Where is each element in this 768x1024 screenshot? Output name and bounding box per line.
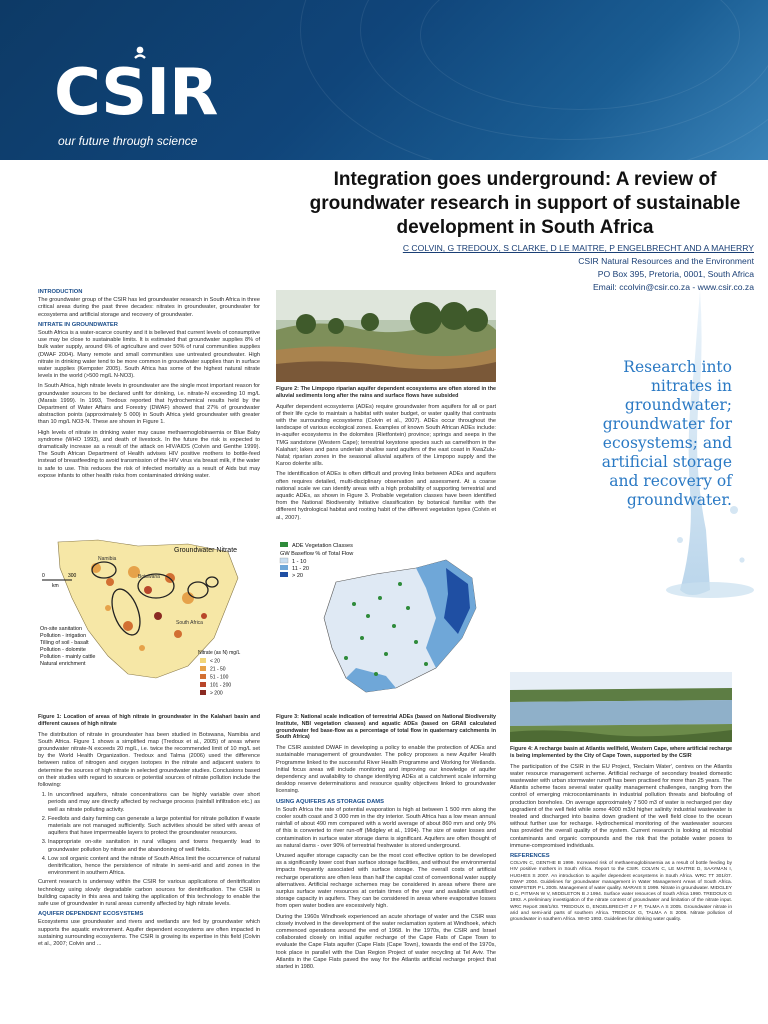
paragraph: In South Africa, high nitrate levels in groundwater are the single most important reason for groundwater sources to be declared unfit for drinking, i.e. nitrate-N exceeding 10 mg/L (Marais 1999). In 1993, Tredoux reported that hydrochemical results held by the Department of Water Affairs and Forestry (DWAF) showed that 27% of groundwater abstraction points (approximately 5 000) in South Africa yield groundwater with greater than 10 mg/L NO3-N. These are shown in Figure 1. [38,383,261,426]
author-block [403,242,754,294]
paragraph: Unused aquifer storage capacity can be the most cost effective option to be developed as a significantly lower cost than surface storage facilities, and without the environmental impacts frequently associated with surface storage. The overall costs of artificial recharge operations are often less than half the capital cost of conventional water supply alternatives. Artificial recharge schemes may be considered in areas where there are surplus surface water resources at certain times of the year and available unutilised storage capacity in aquifers. They can be considered in areas where evaporative losses from open water bodies are excessively high. [276,853,496,910]
legend-title: Nitrate (as N) mg/L [198,650,241,656]
column-1-top [38,286,260,483]
quote-line: nitrates in [650,377,732,395]
paragraph: South Africa is a water-scarce country and it is believed that current levels of consumptive use may be close to sustainable limits. It is estimated that groundwater supplies 8% of bulk water supply, around 6% of agriculture and over 50% of rural communities supplies (DWAF 2004). Many remote and small communities use untreated groundwater. High nitrate in drinking water tend to be more common in groundwater supplies than in surface water supplies (Kempster 2005). South Africa has some of the highest natural nitrate levels in the world (>500 mg/L N-NO3). [38,330,260,380]
figure-1-title: Groundwater Nitrate [174,547,238,554]
column-2-top [276,386,496,525]
legend-swatch [200,666,206,671]
paragraph: The identification of ADEs is often difficult and proving links between ADEs and aquifers often requires detailed, multi-disciplinary observation and assessment. At a coarse national scale we can identify areas with a high probability of supporting terrestrial and aquatic ADEs, as shown in Figure 3. Probable vegetation classes have been identified from the National Biodiversity Initiative classification by botanical familiar with the different hydrological habitat and rooting habit of the different vegetation types (Colvin et al., 2007). [276,471,496,521]
list-item: 1. In unconfined aquifers, nitrate concentrations can be highly variable over short periods and may are directly affected by recharge process (rainfall infiltration etc.) as well as nitrate polluting activity. [48,792,260,814]
quote-line: groundwater; [624,396,732,414]
column-3 [510,746,732,926]
figure-3-caption: Figure 3: National scale indication of terrestrial ADEs (based on National Biodiversity Institute, NBI vegetation classes) and aquatic ADEs (based on GRAII calculated groundwater fed base-flow as a percentage of total flow in quaternary catchments in South Africa) [276,714,496,741]
legend-title: ADE Vegetation Classes [292,543,353,549]
figure-1-nitrate-map [38,538,260,710]
section-heading-references: REFERENCES [510,853,550,860]
quote-line: and recovery of [609,472,732,490]
legend-swatch [280,558,288,563]
country-label-south-africa: South Africa [176,620,203,626]
section-heading-nitrate: NITRATE IN GROUNDWATER [38,321,118,328]
paragraph: Aquifer dependent ecosystems (ADEs) require groundwater from aquifers for all or part of their life cycle to maintain a habitat with water budget, or water quality that contrasts with the surrounding ecosystems (Colvin et al., 2007). ADEs occur throughout the landscape of various ecological zones. Examples of known South African ADEs include: in-aquifer ecosystems in the dolomites (Rietfontein) province; springs and seeps in the TMG sandstone (Western Cape); terrestrial keystone species such as camelthorn in the Kalahari; lakes and pans underlain shallow sand aquifers of the east coast in KwaZulu-Natal; riparian zones in the seasonal alluvial aquifers of the Limpopo supply and the Karoo dolerite sills. [276,403,496,468]
author-organisation: CSIR Natural Resources and the Environment [578,256,754,266]
list-item: 2. Feedlots and dairy farming can generate a large potential for nitrate pollution if waste materials are not managed sufficiently. Such activities should be sited with areas of aquifers that have impermeable layers to protect the groundwater resources. [48,816,260,838]
ade-legend [280,542,354,579]
section-heading-storage: USING AQUIFERS AS STORAGE DAMS [276,798,385,805]
author-email: Email: ccolvin@csir.co.za - www.csir.co.za [592,282,754,292]
title-line: groundwater research in support of sustainable [309,193,741,214]
figure-2-limpopo-photo [276,290,496,382]
legend-label: < 20 [210,658,220,665]
scale-label-end: 300 [68,573,77,579]
scale-label-start: 0 [42,573,45,579]
references-list: COLVIN C, GENTHE B 1999. Increased risk of methaemoglobinaemia as a result of bottle feeding by HIV positive mothers in South Africa. Report to the CSIR. COLVIN C, LE MAITRE D, SAAYMAN I, HUGHES S 2007. An introduction to aquifer dependent ecosystems in South Africa. WRC TT 301/07. DWAF 2004. Guidelines for groundwater management in Water Management Areas of South Africa. KEMPSTER P L 2005. Management of water quality. MARAIS S 1999. Nitrate in groundwater. MIDGLEY D C, PITMAN W V, MIDDLETON B J 1994. Surface water resources of South Africa 1990. TREDOUX G 1993. A preliminary investigation of the nitrate content of groundwater and limitation of the nitrate input. WRC Report 368/1/93. TREDOUX G, ENGELBRECHT J F P, TALMA A S 2005. Groundwater nitrate in arid and semi-arid parts of southern Africa. TREDOUX G, TALMA A S 2006. Nitrate pollution of groundwater in southern Africa. WHO 1993. Guidelines for drinking water quality. [510,861,733,923]
quote-line: artificial storage [601,453,732,471]
quote-line: groundwater for [602,415,732,433]
author-address: PO Box 395, Pretoria, 0001, South Africa [597,269,754,279]
legend-swatch [280,565,288,570]
column-2-bottom [276,714,496,974]
author-names: C COLVIN, G TREDOUX, S CLARKE, D LE MAITRE, P ENGELBRECHT AND A MAHERRY [402,243,754,253]
cause-label: Pollution - dolomite [40,647,86,653]
section-heading-introduction: INTRODUCTION [38,289,83,295]
cause-label: Tilling of soil - basalt [40,640,89,646]
legend-swatch [200,658,206,663]
logo-tagline: our future through science [58,134,198,148]
legend-label: 101 - 200 [210,682,232,689]
header-band [0,0,768,160]
quote-line: groundwater. [626,491,732,509]
title-line: development in South Africa [396,217,654,238]
paragraph: Ecosystems use groundwater and rivers and wetlands are fed by groundwater which supports the aquatic environment. Aquifer dependent ecosystems are often impacted in sustaining surrounding ecosystems. The CSIR is growing its expertise in this field (Colvin et al., 2007; Colvin and ... [38,919,260,948]
poster-title [290,168,760,240]
legend-swatch [200,674,206,679]
csir-logo: CSIR [54,56,218,130]
paragraph: High levels of nitrate in drinking water may cause methaemoglobinaemia or Blue Baby syndrome (WHO 1993), and death of livestock. In the future the risk is expected to dramatically increase as a result of the attack on HIV/AIDS (Colvin and Genthe 1999). The South African Department of Health advises HIV positive mothers to bottle-feed instead of breastfeeding to avoid transmission of the HIV virus via breast milk, if the water is safe to use. This reduces the risk of infected mortality as a result of Aids but may expose infants to other health risks from contaminated drinking water. [38,429,260,479]
legend-swatch [200,690,206,695]
cause-label: On-site sanitation [40,626,82,632]
paragraph: The CSIR assisted DWAF in developing a policy to enable the protection of ADEs and sustainable management of groundwater. The policy proposes a new Aquifer Health Programme linked to the successful River Health Programme and Working for Wetlands. Initial focus areas will include monitoring and improving our knowledge of aquifer dependency and availability to change identifying ADEs at a catchment scale informing desktop reserve determinations and resource quality objectives linked to groundwater licensing. [276,745,496,795]
figure-2-caption: Figure 2: The Limpopo riparian aquifer dependent ecosystems are often stored in the alluvial sediments long after the rains and surface flows have subsided [276,386,496,399]
legend-swatch [280,572,288,577]
sources-list [48,792,260,877]
paragraph: The groundwater group of the CSIR has led groundwater research in South Africa in three critical areas during the past three decades: nitrates in groundwater, groundwater for ecosystems and artificial storage and recovery of groundwater. [38,297,261,318]
quote-line: Research into [623,358,732,376]
pull-quote [522,358,732,510]
section-heading-ecosystems: AQUIFER DEPENDENT ECOSYSTEMS [38,911,144,918]
legend-label: > 20 [292,573,304,579]
figure-4-caption: Figure 4: A recharge basin at Atlantis wellfield, Western Cape, where artificial recharge is being implemented by the City of Cape Town, supported by the CSIR [510,746,732,759]
paragraph: Current research is underway within the CSIR for various applications of denitrification technology using slowly degradable carbon sources for denitrification. The CSIR is building capacity in this area and taking the application of this technology to enable the safe use of groundwater in rural areas currently affected by high nitrate levels. [38,879,260,908]
paragraph: The distribution of nitrate in groundwater has been studied in Botswana, Namibia and South Africa. Figure 1 shows a simplified map (Tredoux et al., 2005) of areas where groundwater nitrate-N exceeds 20 mg/L, i.e. twice the recommended limit of 10 mg/L set by the World Health Organization. Tredoux and Talma (2006) used the difference between ratios of nitrogen and oxygen isotopes in the nitrate and adjacent waters to determine the sources of high nitrate in selected groundwater studies. Conclusions based on their studies with regard to sources or potential sources of nitrate pollution include the following: [38,731,260,789]
legend-label: 1 - 10 [292,559,307,565]
legend-subtitle: GW Baseflow % of Total Flow [280,551,354,557]
quote-line: ecosystems; and [602,434,732,452]
cause-labels [40,626,95,667]
figure-1-caption: Figure 1: Location of areas of high nitrate in groundwater in the Kalahari basin and different causes of high nitrate [38,714,260,727]
legend-label: 11 - 20 [292,566,309,572]
legend-label: > 200 [210,690,223,697]
paragraph: In South Africa the rate of potential evaporation is high at between 1 500 mm along the cooler south coast and 3 000 mm in the dry interior. South Africa has a low mean annual rainfall of about 490 mm compared with a world average of about 860 mm and only 9% of this is converted to river run-off (Midgley et al., 1994). The size of water losses and contamination in surface water storage dams is significant. Aquifers are often thought of as natural dams - over 90% of terrestrial freshwater is stored underground. [276,806,496,849]
nitrate-map-svg [38,538,260,710]
nitrate-legend [198,650,240,697]
country-label-namibia: Namibia [98,556,117,562]
list-item: 3. Inappropriate on-site sanitation in rural villages and towns frequently lead to groundwater pollution by nitrate and the abandoning of well fields. [48,839,260,853]
figure-4-recharge-basin-photo [510,672,732,742]
paragraph: During the 1960s Windhoek experienced an acute shortage of water and the CSIR was closely involved in the development of the water reclamation system at Windhoek, which commenced operations around the end of 1968. In the 1970s, the CSIR and Israel collaborated closely on initial aquifer recharge of the Cape Flats of Cape Town to evaluate the Cape Flats aquifer (Cape Flats (Cape Town), towards the end of the 1970s, took place in parallel with the Dan Region Project of water recycling at Tel Aviv. The Atlantis in the Cape Flats paved the way for the Atlantis artificial recharge project that started in 1980. [276,913,496,971]
title-line: Integration goes underground: A review of [333,169,717,190]
column-1-bottom [38,714,260,951]
cause-label: Natural enrichment [40,661,86,667]
cause-label: Pollution - mainly cattle [40,654,96,660]
scale-unit: km [52,583,59,589]
legend-swatch [200,682,206,687]
legend-label: 51 - 100 [210,674,229,681]
legend-swatch [280,542,288,547]
list-item: 4. Low soil organic content and the nitrate of South Africa limit the occurrence of natural denitrification, hence the persistence of nitrate in semi-arid and arid zones in the environment in southern Africa. [48,856,260,878]
paragraph: The participation of the CSIR in the EU Project, 'Reclaim Water', centres on the Atlantis water resource management scheme. Artificial recharge of secondary treated domestic wastewater with urban stormwater runoff has been practised for more than 25 years. The Atlantis scheme faces several water quality management challenges, ranging from the control of emerging microcontaminants in industrial pollution threats and biofouling of production boreholes. On average approximately 7 500 m3 of water is recharged per day upgradient of the well field while some 4000 m3/d higher salinity industrial wastewater is treated and discharged into basins down gradient of the well field close to the ocean without further use for recharge. Hydrochemical monitoring of the wastewater sources has provided the overall quality of the system. Current research is looking at microbial contaminants and organic compounds and the risk that the potable water poses to immune-compromised individuals. [510,763,732,849]
figure-3-ade-map [276,538,496,710]
cause-label: Pollution - irrigation [40,633,87,639]
legend-label: 21 - 50 [210,666,226,673]
country-label-botswana: Botswana [138,574,160,580]
